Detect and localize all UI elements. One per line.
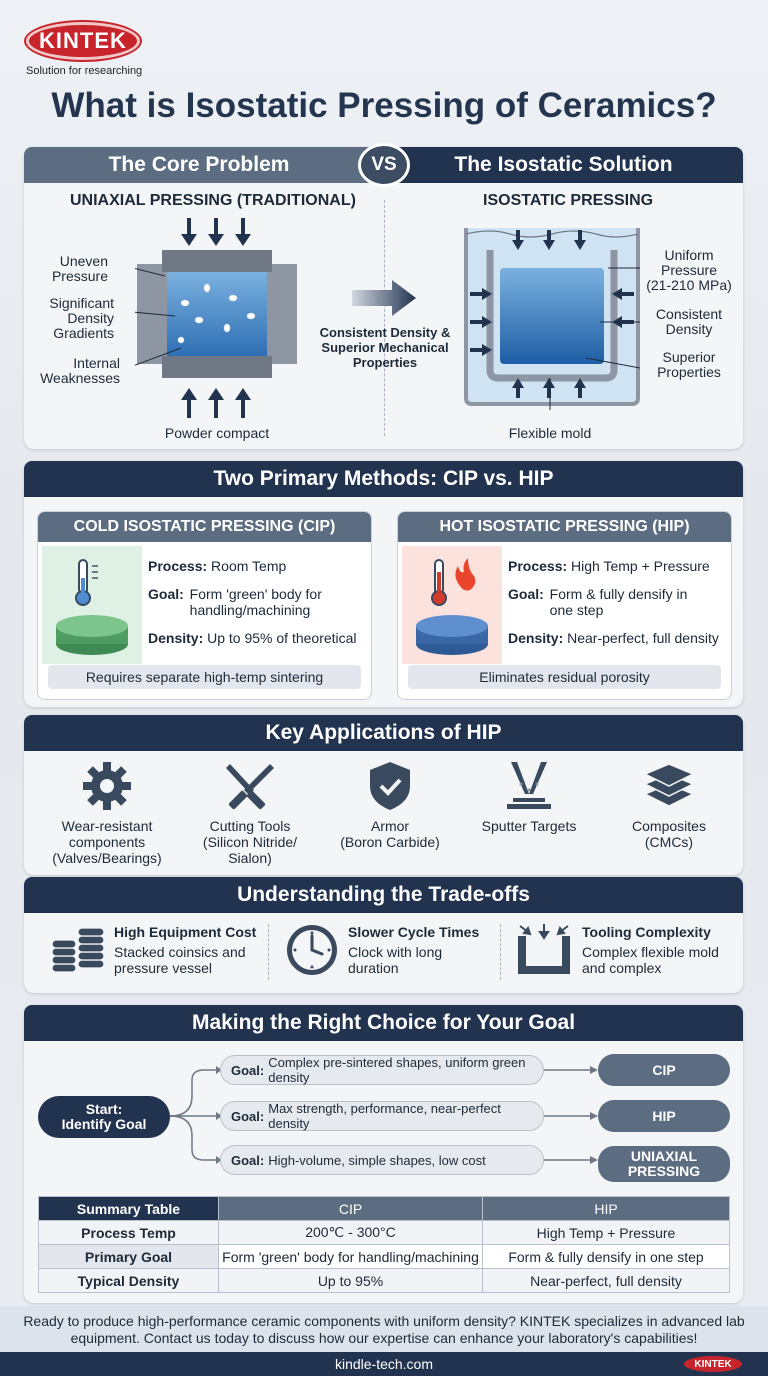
layers-icon — [643, 760, 695, 812]
table-cell: Near-perfect, full density — [483, 1269, 730, 1293]
tradeoff-desc: Complex flexible mold and complex — [582, 944, 719, 976]
table-cell: Up to 95% — [219, 1269, 483, 1293]
internal-weaknesses-label: Internal Weaknesses — [40, 355, 120, 386]
app-armor — [325, 760, 455, 850]
app-sputter-targets — [464, 760, 594, 834]
kintek-logo[interactable]: KINTEK — [26, 22, 140, 60]
table-cell: High Temp + Pressure — [483, 1221, 730, 1245]
coins-icon — [48, 924, 108, 980]
tradeoffs-header: Understanding the Trade-offs — [24, 877, 743, 913]
goal-option-uniaxial[interactable]: Goal: High-volume, simple shapes, low cost — [220, 1145, 544, 1175]
app-label: Cutting Tools (Silicon Nitride/ Sialon) — [202, 818, 298, 866]
app-label: Armor (Boron Carbide) — [340, 818, 440, 850]
vs-badge: VS — [358, 143, 410, 187]
table-cell: Form & fully densify in one step — [483, 1245, 730, 1269]
result-cip[interactable]: CIP — [598, 1054, 730, 1086]
core-problem-header: The Core Problem — [24, 147, 374, 183]
hip-card-title: HOT ISOSTATIC PRESSING (HIP) — [398, 512, 731, 542]
goal-option-hip[interactable]: Goal: Max strength, performance, near-perfect density — [220, 1101, 544, 1131]
hip-goal: Goal: Form & fully densify in one step — [508, 586, 688, 618]
isostatic-subheading: ISOSTATIC PRESSING — [483, 192, 654, 209]
result-uniaxial-pressing[interactable]: UNIAXIAL PRESSING — [598, 1146, 730, 1182]
uniaxial-press-diagram — [135, 216, 305, 426]
comparison-divider — [384, 200, 385, 436]
hip-density: Density: Near-perfect, full density — [508, 630, 719, 646]
tradeoff-cost — [44, 920, 264, 984]
tradeoff-desc: Clock with long duration — [348, 944, 443, 976]
table-header: CIP — [219, 1197, 483, 1221]
flexible-mold-caption: Flexible mold — [508, 425, 592, 441]
tradeoff-title: Tooling Complexity — [582, 924, 711, 940]
hip-card — [397, 511, 732, 700]
powder-compact-caption: Powder compact — [164, 425, 270, 441]
footer-kintek-logo[interactable]: KINTEK — [684, 1356, 742, 1372]
tagline: Solution for researching — [26, 65, 143, 77]
uneven-pressure-label: Uneven Pressure — [51, 253, 108, 284]
mold-icon — [514, 922, 574, 980]
uniform-pressure-label: Uniform Pressure (21-210 MPa) — [646, 247, 732, 293]
transition-arrow-icon — [352, 280, 418, 316]
table-cell: Process Temp — [39, 1221, 219, 1245]
table-cell: Typical Density — [39, 1269, 219, 1293]
page-title: What is Isostatic Pressing of Ceramics? — [51, 86, 717, 125]
isostatic-press-diagram — [460, 220, 640, 410]
consistent-density-label: Consistent Density — [655, 306, 723, 337]
isostatic-solution-header: The Isostatic Solution — [384, 147, 743, 183]
applications-header: Key Applications of HIP — [24, 715, 743, 751]
tradeoff-tooling — [512, 920, 738, 984]
call-to-action: Ready to produce high-performance ceramic components with uniform density? KINTEK specializes in advanced lab equipment. Contact us today to discuss how our expertise can enhance your laboratory's capabilities! — [0, 1306, 768, 1352]
table-header: HIP — [483, 1197, 730, 1221]
tradeoff-divider — [500, 924, 501, 980]
hip-thermometer-flame-icon — [402, 546, 502, 664]
app-wear-resistant — [42, 760, 172, 866]
table-header-row — [39, 1197, 730, 1221]
uniaxial-subheading: UNIAXIAL PRESSING (TRADITIONAL) — [70, 192, 356, 209]
summary-table — [38, 1196, 730, 1293]
hip-process: Process: High Temp + Pressure — [508, 558, 710, 574]
sputter-target-icon — [503, 760, 555, 812]
tradeoff-title: High Equipment Cost — [114, 924, 257, 940]
shield-icon — [364, 760, 416, 812]
hip-note: Eliminates residual porosity — [408, 665, 721, 689]
gear-icon — [81, 760, 133, 812]
cip-card-title: COLD ISOSTATIC PRESSING (CIP) — [38, 512, 371, 542]
table-cell: 200℃ - 300°C — [219, 1221, 483, 1245]
table-row — [39, 1269, 730, 1293]
density-gradients-label: Significant Density Gradients — [49, 295, 114, 341]
cip-goal: Goal: Form 'green' body for handling/machining — [148, 586, 322, 618]
app-label: Wear-resistant components (Valves/Bearings) — [52, 818, 162, 866]
cip-process: Process: Room Temp — [148, 558, 287, 574]
table-row — [39, 1221, 730, 1245]
choice-header: Making the Right Choice for Your Goal — [24, 1005, 743, 1041]
clock-icon — [284, 922, 340, 978]
goal-option-cip[interactable]: Goal: Complex pre-sintered shapes, uniform green density — [220, 1055, 544, 1085]
app-cutting-tools — [185, 760, 315, 866]
cip-thermometer-icon — [42, 546, 142, 664]
footer-bar — [0, 1352, 768, 1376]
app-label: Composites (CMCs) — [632, 818, 706, 850]
tradeoff-title: Slower Cycle Times — [348, 924, 480, 940]
cip-density: Density: Up to 95% of theoretical — [148, 630, 357, 646]
app-composites — [604, 760, 734, 850]
table-row — [39, 1245, 730, 1269]
table-cell: Primary Goal — [39, 1245, 219, 1269]
footer-url-link[interactable]: kindle-tech.com — [334, 1356, 434, 1372]
table-cell: Form 'green' body for handling/machining — [219, 1245, 483, 1269]
tradeoff-divider — [268, 924, 269, 980]
table-header: Summary Table — [39, 1197, 219, 1221]
consistent-density-caption: Consistent Density & Superior Mechanical Properties — [319, 325, 451, 370]
cutting-tools-icon — [224, 760, 276, 812]
superior-properties-label: Superior Properties — [657, 349, 721, 380]
app-label: Sputter Targets — [481, 818, 577, 834]
cip-note: Requires separate high-temp sintering — [48, 665, 361, 689]
tradeoff-desc: Stacked coinsics and pressure vessel — [114, 944, 246, 976]
result-hip[interactable]: HIP — [598, 1100, 730, 1132]
methods-header: Two Primary Methods: CIP vs. HIP — [24, 461, 743, 497]
tradeoff-cycle-time — [280, 920, 500, 984]
cip-card — [37, 511, 372, 700]
start-identify-goal[interactable]: Start: Identify Goal — [38, 1096, 170, 1138]
